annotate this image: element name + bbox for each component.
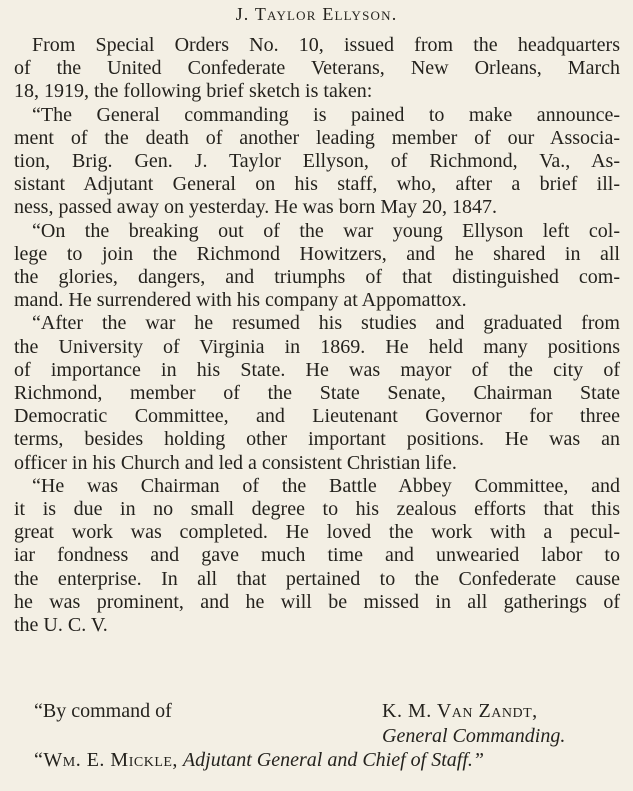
signature-name: K. M. Van Zandt, [382, 700, 538, 722]
text-line: mand. He surrendered with his company at Appomattox. [14, 289, 467, 312]
text-line: “The General commanding is pained to make announce- [32, 103, 620, 126]
closing-line [34, 749, 484, 772]
text-line: the U. C. V. [14, 614, 108, 637]
text-line: it is due in no small degree to his zealous efforts that this [14, 498, 620, 521]
text-line: of the United Confederate Veterans, New Orleans, March [14, 57, 620, 80]
text-line: he was prominent, and he will be missed in all gatherings of [14, 590, 620, 613]
text-line: the University of Virginia in 1869. He held many positions [14, 335, 620, 358]
text-line: Democratic Committee, and Lieutenant Governor for three [14, 405, 620, 428]
text-line: From Special Orders No. 10, issued from the headquarters [32, 34, 620, 56]
text-line: “On the breaking out of the war young Ellyson left col- [32, 219, 620, 242]
text-line: officer in his Church and led a consistent Christian life. [14, 451, 457, 474]
article-title: J. Taylor Ellyson. [235, 4, 398, 24]
text-line: of importance in his State. He was mayor of the city of [14, 358, 620, 381]
article-body [14, 34, 620, 637]
text-line: ness, passed away on yesterday. He was born May 20, 1847. [14, 196, 498, 219]
text-line: terms, besides holding other important positions. He was an [14, 428, 620, 451]
text-line: lege to join the Richmond Howitzers, and he shared in all [14, 242, 620, 265]
text-line: Richmond, member of the State Senate, Chairman State [14, 382, 620, 405]
text-line: sistant Adjutant General on his staff, who, after a brief ill- [14, 173, 620, 196]
signature-role: General Commanding. [382, 725, 566, 747]
text-line: “After the war he resumed his studies and graduated from [32, 312, 620, 335]
text-line: the enterprise. In all that pertained to the Confederate cause [14, 567, 620, 590]
text-line: great work was completed. He loved the work with a pecul- [14, 521, 620, 544]
text-line: ment of the death of another leading member of our Associa- [14, 126, 620, 149]
closing-role: Adjutant General and Chief of Staff.” [182, 749, 485, 771]
text-line: 18, 1919, the following brief sketch is taken: [14, 80, 373, 103]
text-line: tion, Brig. Gen. J. Taylor Ellyson, of Richmond, Va., As- [14, 150, 620, 173]
signature-lead: “By command of [34, 700, 172, 722]
text-line: iar fondness and gave much time and unwearied labor to [14, 544, 620, 567]
text-line: “He was Chairman of the Battle Abbey Committee, and [32, 474, 620, 497]
text-line: the glories, dangers, and triumphs of that distinguished com- [14, 266, 620, 289]
closing-name: “Wm. E. Mickle, [34, 749, 178, 771]
